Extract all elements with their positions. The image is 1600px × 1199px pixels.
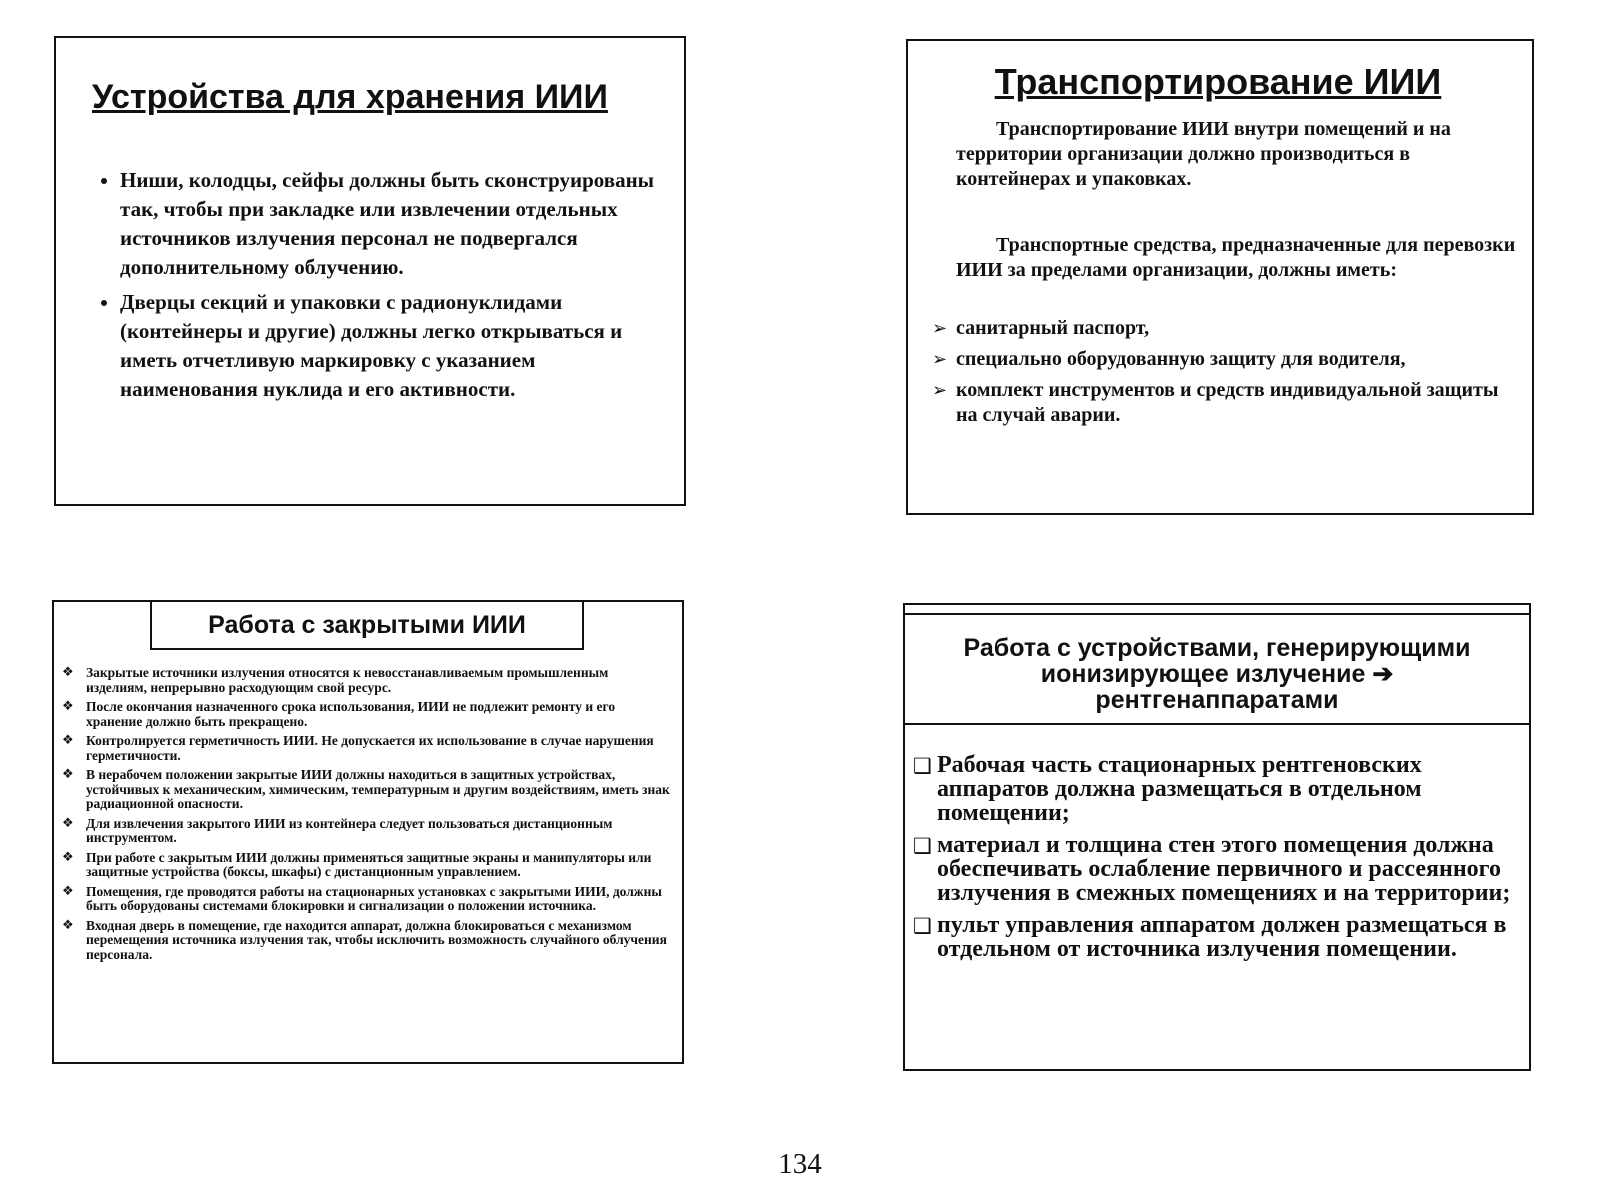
diamond-bullet-icon: ❖ xyxy=(62,917,74,933)
list-item xyxy=(913,833,1521,905)
page-number: 134 xyxy=(778,1148,822,1180)
list-item: • Ниши, колодцы, сейфы должны быть сконструированы так, чтобы при закладке или извлечении отдельных источников излучения персонал не подвергался дополнительному облучению. xyxy=(120,166,665,282)
list-item-text: При работе с закрытым ИИИ должны применяться защитные экраны и манипуляторы или защитные устройства (боксы, шкафы) с дистанционным управлением. xyxy=(86,849,652,879)
square-bullet-icon: ❑ xyxy=(913,754,932,778)
arrowhead-bullet-icon: ➢ xyxy=(932,349,948,370)
diamond-bullet-icon: ❖ xyxy=(62,733,74,748)
square-bullet-icon: ❑ xyxy=(913,834,932,858)
list-item-text: После окончания назначенного срока использования, ИИИ не подлежит ремонту и его хранение должно быть прекращено. xyxy=(86,699,616,729)
list-item-text: специально оборудованную защиту для водителя, xyxy=(956,348,1406,370)
title-line: Работа с устройствами, генерирующими xyxy=(963,634,1471,662)
diamond-bullet-icon: ❖ xyxy=(62,815,74,831)
diamond-bullet-icon: ❖ xyxy=(62,849,74,865)
list-item xyxy=(913,753,1521,825)
checkbox-bullet-list xyxy=(913,753,1521,969)
bullet-list xyxy=(94,166,665,410)
slide-storage-devices xyxy=(54,36,686,506)
diamond-bullet-list xyxy=(62,666,672,967)
list-item xyxy=(62,851,672,880)
slide-xray-devices xyxy=(903,603,1531,1071)
title-line: ионизирующее излучение ➔ xyxy=(1040,660,1394,688)
list-item-text: Помещения, где проводятся работы на стационарных установках с закрытыми ИИИ, должны быть оборудованы системами блокировки и сигнализации о положении источника. xyxy=(86,883,662,913)
diamond-bullet-icon: ❖ xyxy=(62,699,74,714)
paragraph: Транспортные средства, предназначенные для перевозки ИИИ за пределами организации, должны иметь: xyxy=(956,234,1516,281)
square-bullet-icon: ❑ xyxy=(913,914,932,938)
list-item xyxy=(62,768,672,812)
diamond-bullet-icon: ❖ xyxy=(62,883,74,899)
list-item-text: Входная дверь в помещение, где находится аппарат, должна блокироваться с механизмом перемещения источника излучения так, чтобы исключить возможность случайного облучения персонала. xyxy=(86,917,667,962)
title-line: рентгенаппаратами xyxy=(1095,686,1339,714)
list-item-text: санитарный паспорт, xyxy=(956,317,1150,339)
list-item-text: Контролируется герметичность ИИИ. Не допускается их использование в случае нарушения герметичности. xyxy=(86,733,654,763)
list-item-text: В нерабочем положении закрытые ИИИ должны находиться в защитных устройствах, устойчивых к механическим, химическим, температурным и другим воздействиям, иметь знак радиационной опасности. xyxy=(86,767,670,811)
list-item-text: Закрытые источники излучения относятся к невосстанавливаемым промышленным изделиям, непрерывно расходующим свой ресурс. xyxy=(86,665,609,695)
list-item-text: Для извлечения закрытого ИИИ из контейнера следует пользоваться дистанционным инструментом. xyxy=(86,815,613,845)
slide-title: Работа с закрытыми ИИИ xyxy=(150,600,584,650)
list-item xyxy=(932,347,1522,372)
list-item xyxy=(62,817,672,846)
slide-title: Устройства для хранения ИИИ xyxy=(92,78,608,116)
list-item-text: пульт управления аппаратом должен размещаться в отдельном от источника излучения помещении. xyxy=(937,912,1507,962)
list-item xyxy=(62,919,672,963)
list-item xyxy=(62,734,672,763)
arrowhead-bullet-icon: ➢ xyxy=(932,380,948,401)
diamond-bullet-icon: ❖ xyxy=(62,767,74,782)
list-item xyxy=(62,700,672,729)
list-item-text: Рабочая часть стационарных рентгеновских аппаратов должна размещаться в отдельном помещении; xyxy=(937,752,1422,826)
paragraph: Транспортирование ИИИ внутри помещений и на территории организации должно производиться в контейнерах и упаковках. xyxy=(956,118,1451,190)
list-item: • Дверцы секций и упаковки с радионуклидами (контейнеры и другие) должны легко открываться и иметь отчетливую маркировку с указанием наименования нуклида и его активности. xyxy=(120,288,665,404)
list-item xyxy=(932,316,1522,341)
arrow-bullet-list xyxy=(932,316,1522,434)
list-item-text: комплект инструментов и средств индивидуальной защиты на случай аварии. xyxy=(956,379,1499,426)
list-item xyxy=(932,378,1522,428)
arrowhead-bullet-icon: ➢ xyxy=(932,318,948,339)
slide-title xyxy=(905,613,1529,725)
list-item xyxy=(62,666,672,695)
list-item-text: материал и толщина стен этого помещения должна обеспечивать ослабление первичного и рассеянного излучения в смежных помещениях и на территории; xyxy=(937,832,1511,906)
slide-sealed-sources xyxy=(52,600,684,1064)
diamond-bullet-icon: ❖ xyxy=(62,665,74,680)
list-item xyxy=(62,885,672,914)
list-item xyxy=(913,913,1521,961)
slide-transportation xyxy=(906,39,1534,515)
slide-title: Транспортирование ИИИ xyxy=(994,61,1442,102)
